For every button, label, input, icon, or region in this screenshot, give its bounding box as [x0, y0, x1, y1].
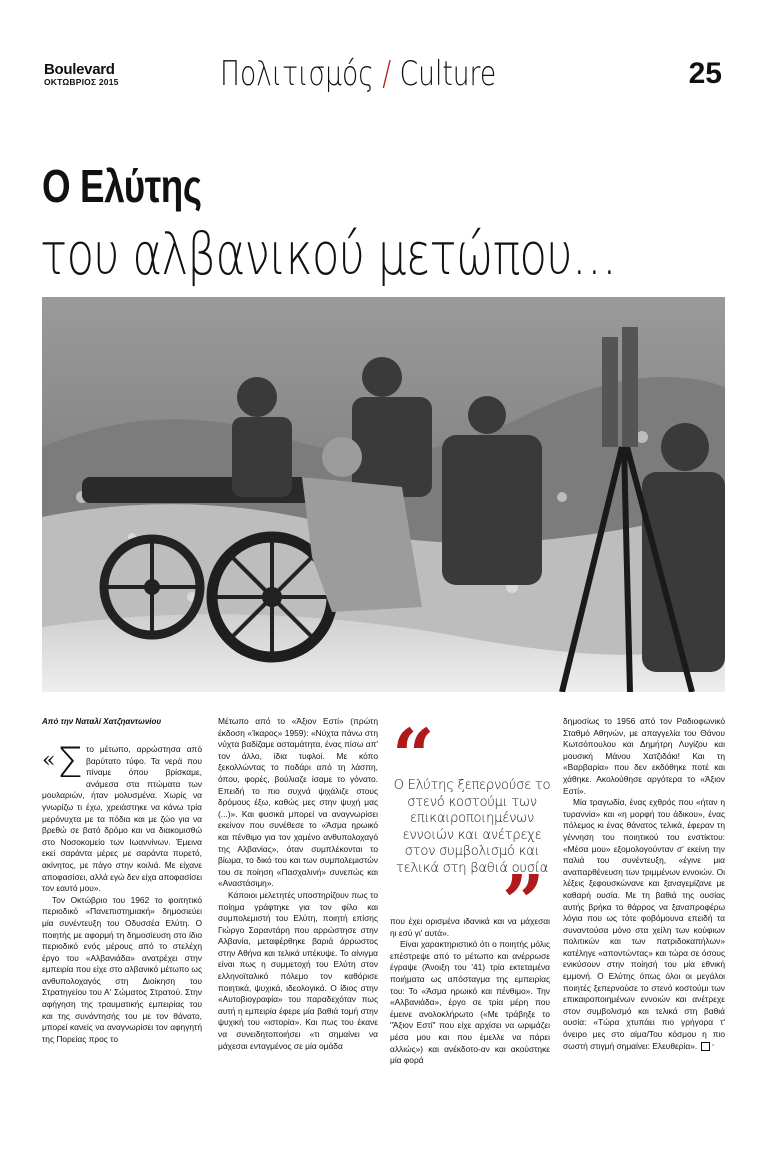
paragraph — [563, 797, 725, 1052]
section-title-greek: Πολιτισμός — [220, 54, 374, 94]
drop-cap: Σ — [56, 738, 84, 787]
paragraph: Κάποιοι μελετητές υποστηρίζουν πως το ποίημα γράφτηκε για τον φίλο και συμπολεμιστή του Ελύτη, ποιητή επίσης Γιώργο Σαραντάρη που αρρώστησε στην Αλβανία, μεταφέρθηκε βαριά άρρωστος στην Αθήνα και τελικά υπέκυψε. Το αίνιγμα είναι πως η συμμετοχή του Ελύτη στον ελληνοϊταλικό πόλεμο τον καθόρισε ποιητικά, ψυχικά, ιδεολογικά. Ο ίδιος στην «Αυτοβιογραφία» του παραδεχόταν πως αυτή η εμπειρία έφερε μία βαθιά τομή στην ψυχική του «ιστορία». Και πως του έκανε να συνειδητοποιήσει «τι σημαίνει να μάχεσαι ενταγμένος σε μία ομάδα — [218, 889, 378, 1051]
end-mark-icon: ▫ — [701, 1042, 710, 1051]
byline: Από την Ναταλί Χατζηαντωνίου — [42, 717, 162, 726]
article-column-3 — [390, 916, 550, 1067]
article-photo — [42, 297, 725, 692]
paragraph-text: Μία τραγωδία, ένας εχθρός που «ήταν η τυραννία» και «η μορφή του άδικου», ένας πόλεμος κι ένας θάνατος τελικά, έφεραν τη γέννηση του ποιητικού του ενστίκτου: «Μέσα μου» εξομολογούνταν σ' εκείνη την παλιά του συνέντευξη, «έγινε μια αναπαρθένευση των τριμμένων εννοιών. Οι λέξεις ξεφουσκώνανε και ξαναγεμίζανε με καθαρή ουσία. Με τη βαθιά της ουσίας αυτής βρήκα το θάρρος να ξαναπροφέρω λόγια που ως τότε φοβόμουνα επειδή τα συναντούσα μόνο στα χείλη των κούφιων πολιτικών και των πατριδοκαπήλων» κατέληγε «αποντώντας» και τώρα σε όσους ενικύσουν στην ποίησή του μία εθνική εμμονή. Ο Ελύτης όπως όλοι οι μεγάλοι ποιητές ξεπερνούσε το στενό κοστούμι των επικαιροποιημένων εννοιών και ανέτρεχε στον συμβολισμό και τελικά στη βαθιά ουσία: «Τώρα χτυπάει πιο γρήγορα τ' όνειρο μες στο αίμα/Του κόσμου η πιο σωστή στιγμή σημαίνει: Ελευθερία». — [563, 797, 725, 1051]
paragraph: δημοσίως το 1956 από τον Ραδιοφωνικό Σταθμό Αθηνών, με απαγγελία του Θάνου Κωτσόπουλου και Δημήτρη Λυγίζου και μουσική Μάνου Χατζιδάκι! Και τη «Βαρβαρία» που δεν εκδόθηκε ποτέ και χάθηκε. Ακολούθησε αργότερα το «Άξιον Εστί». — [563, 716, 725, 796]
war-photo-soldiers-artillery-icon — [42, 297, 725, 692]
open-quote-icon: “ — [392, 714, 435, 800]
section-title-english: Culture — [399, 54, 497, 94]
section-slash: / — [382, 54, 392, 94]
article-column-1 — [42, 738, 202, 1045]
paragraph: Μέτωπο από το «Άξιον Εστί» (πρώτη έκδοση «Ίκαρος» 1959): «Νύχτα πάνω στη νύχτα βαδίζαμε ασταμάτητα, ένας πίσω απ' τον άλλο, ίδια τυφλοί. Με κόπο ξεκολλώντας το ποδάρι από τη λάσπη, όπου, φορές, βούλιαζε ίσαμε το γόνατο. Επειδή το πιο συχνά ψιχάλιζε στους δρόμους έξω, καθώς μες στην ψυχή μας (...)». Και φυσικά μπορεί να αναγνωρίσει εκείνον που συνέθεσε το «Άσμα ηρωικό και πένθιμο για τον χαμένο ανθυπολοχαγό της Αλβανίας», όταν συμπλέκονται το βίωμα, το δικό του και των συμπολεμιστών του σε ποίηση «Πασχαλινή» συνεπώς και «Αναστάσιμη». — [218, 716, 378, 889]
pull-quote-text: Ο Ελύτης ξεπερνούσε το στενό κοστούμι των επικαιροποιημένων εννοιών και ανέτρεχε στον συμβολισμό και τελικά στη βαθιά ουσία — [393, 778, 551, 876]
brand-block — [44, 62, 119, 87]
article-column-4 — [563, 716, 725, 1052]
page-number: 25 — [688, 57, 722, 90]
paragraph: Τον Οκτώβριο του 1962 το φοιτητικό περιοδικό «Πανεπιστημιακή» δημοσιεύει μία συνέντευξη του Οδυσσέα Ελύτη. Ο ποιητής με αφορμή τη δημοσίευση στο ίδιο περιοδικό ενός μέρους από το στελέχη έργο του «Αλβανιάδα» ανατρέχει στην εμπειρία που είχε στο αλβανικό μέτωπο ως ανθυπολοχαγός στη Διοίκηση του Στρατηγείου του Α' Σώματος Στρατού. Στην αφήγηση της τραυματικής εμπειρίας του και της συνάντησής του με τον θάνατο, μπορεί κανείς να αναγνωρίσει τον αφηγητή της Πορείας προς το — [42, 894, 202, 1044]
article-column-2 — [218, 716, 378, 1052]
section-title — [220, 52, 496, 96]
headline-line-1: Ο Ελύτης — [42, 160, 202, 212]
page-header — [40, 52, 728, 96]
paragraph: Είναι χαρακτηριστικό ότι ο ποιητής μόλις επέστρεψε από το μέτωπο και ανέρρωσε έγραψε (Άνοιξη του '41) τρία εκτεταμένα ποιήματα ως απόσταγμα της εμπειρίας του: Το «Άσμα ηρωικό και πένθιμο». Την «Αλβανιάδα», έργο σε τρία μέρη που έμεινε ανολοκλήρωτο («Με τράβηξε το "Άξιον Εστί" που είχε αρχίσει να ωριμάζει μέσα μου και που έμελλε να πάρει αλλιώς») και ανέκδοτο-αν και ακούστηκε μία φορά — [390, 939, 550, 1066]
drop-cap-block — [42, 738, 202, 895]
issue-date: ΟΚΤΩΒΡΙΟΣ 2015 — [44, 77, 119, 87]
drop-quote-mark: « — [42, 748, 56, 773]
headline-line-2: του αλβανικού μετώπου… — [40, 220, 617, 288]
brand-name: Boulevard — [44, 61, 115, 78]
paragraph: το μέτωπο, αρρώστησα από βαρύτατο τύφο. Τα νερά που πίναμε όπου βρίσκαμε, ανάμεσα στα πτώματα των μουλαριών, ήταν μολυσμένα. Χωρίς να γνωρίζω τι έχω, χρειάστηκε να κάνω τρία μερόνυχτα με τα πόδια και με ζώο για να βρεθώ σε βατό δρόμο και να διακομισθώ στο Νοσοκομείο των Ιωαννίνων. Έμεινα εκεί σαράντα μέρες με σαράντα πυρετό, ακίνητος, με πάγο στην κοιλιά. Με είχανε αποφασίσει, αλλά εγώ δεν είχα αποφασίσει τον εαυτό μου». — [42, 744, 202, 894]
close-quote-icon: ” — [502, 860, 545, 946]
paragraph: που έχει ορισμένα ιδανικά και να μάχεσαι ηι εσύ γι' αυτά». — [390, 916, 550, 938]
